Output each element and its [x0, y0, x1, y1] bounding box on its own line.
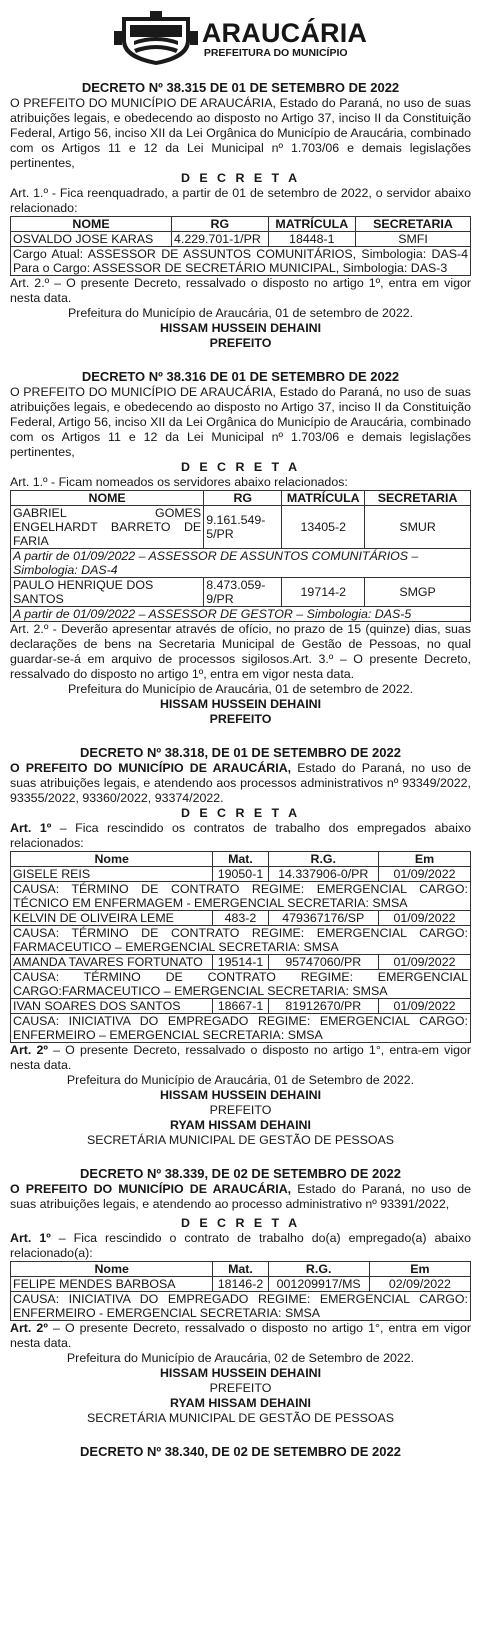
cell-nome: PAULO HENRIQUE DOS SANTOS — [11, 578, 204, 607]
intro-bold: O PREFEITO DO MUNICÍPIO DE ARAUCÁRIA, — [10, 761, 292, 775]
decreta-heading: D E C R E T A — [180, 1216, 301, 1230]
cell-matricula: 13405-2 — [282, 506, 365, 549]
cell-rg: 001209917/MS — [268, 1277, 369, 1292]
decree-intro — [10, 761, 471, 806]
article-text: – O presente Decreto, ressalvado o disposto no artigo 1°, entra-em vigor nesta data. — [10, 1043, 471, 1072]
staff-table — [10, 216, 471, 276]
signatory-name: HISSAM HUSSEIN DEHAINI — [159, 697, 322, 711]
cell-matricula: 18448-1 — [268, 232, 355, 247]
table-row — [11, 1277, 471, 1292]
second-signatory-role: SECRETÁRIA MUNICIPAL DE GESTÃO DE PESSOAS — [86, 1133, 395, 1147]
article-1: Art. 1.º - Ficam nomeados os servidores abaixo relacionados: — [10, 475, 348, 489]
cause-note: CAUSA: INICIATIVA DO EMPREGADO REGIME: EMERGENCIAL CARGO: ENFERMEIRO - EMERGENCIAL SECRETARIA: SMSA — [11, 1292, 471, 1321]
table-row-note — [11, 1292, 471, 1321]
signatory-role: PREFEITO — [209, 712, 272, 726]
col-rg: RG — [172, 217, 269, 232]
article-2 — [10, 1321, 471, 1351]
table-header — [11, 852, 471, 867]
decree-title: DECRETO Nº 38.315 DE 01 DE SETEMBRO DE 2022 — [81, 80, 400, 95]
decreta-heading: D E C R E T A — [180, 806, 301, 820]
cell-mat: 19050-1 — [213, 867, 268, 882]
article-1: Art. 1.º - Fica reenquadrado, a partir de 01 de setembro de 2022, o servidor abaixo relacionado: — [10, 186, 471, 215]
cell-mat: 19514-1 — [213, 955, 268, 970]
cell-rg: 4.229.701-1/PR — [172, 232, 269, 247]
table-row — [11, 232, 471, 247]
cell-em: 01/09/2022 — [378, 911, 470, 926]
cell-mat: 18146-2 — [213, 1277, 268, 1292]
cell-rg: 8.473.059-9/PR — [204, 578, 282, 607]
article-label: Art. 1º — [10, 821, 52, 835]
cause-note: CAUSA: TÉRMINO DE CONTRATO REGIME: EMERGENCIAL CARGO: TÉCNICO EM ENFERMAGEM - EMERGENCIAL SECRETARIA: SMSA — [11, 882, 471, 911]
appointment-note: A partir de 01/09/2022 – ASSESSOR DE GESTOR – Simbologia: DAS-5 — [11, 607, 471, 622]
col-nome: NOME — [11, 491, 204, 506]
table-row — [11, 911, 471, 926]
staff-table — [10, 490, 471, 622]
col-em: Em — [369, 1262, 470, 1277]
article-1 — [10, 1231, 471, 1261]
cell-secretaria: SMUR — [365, 506, 471, 549]
col-em: Em — [378, 852, 470, 867]
decree-title: DECRETO Nº 38.339, DE 02 DE SETEMBRO DE 2022 — [80, 1166, 401, 1181]
table-header — [11, 217, 471, 232]
table-header — [11, 491, 471, 506]
signatory-name: HISSAM HUSSEIN DEHAINI — [159, 1088, 322, 1102]
brand-subtitle: PREFEITURA DO MUNICÍPIO — [203, 46, 348, 59]
cause-note: CAUSA: TÉRMINO DE CONTRATO REGIME: EMERGENCIAL CARGO:FARMACEUTICO – EMERGENCIAL SECRETARIA: SMSA — [11, 970, 471, 999]
col-mat: Mat. — [213, 1262, 268, 1277]
col-nome: NOME — [11, 217, 172, 232]
cell-secretaria: SMFI — [355, 232, 470, 247]
cell-nome: GABRIEL GOMES ENGELHARDT BARRETO DE FARIA — [11, 506, 204, 549]
decree-38339 — [10, 1166, 471, 1426]
place-date: Prefeitura do Município de Araucária, 01 de Setembro de 2022. — [66, 1073, 415, 1087]
cell-rg: 9.161.549-5/PR — [204, 506, 282, 549]
intro-bold: O PREFEITO DO MUNICÍPIO DE ARAUCÁRIA, — [10, 1182, 292, 1196]
col-matricula: MATRÍCULA — [282, 491, 365, 506]
col-nome: Nome — [11, 1262, 213, 1277]
article-label: Art. 2º — [10, 1321, 48, 1335]
brand — [201, 17, 368, 59]
table-row-note — [11, 970, 471, 999]
table-row — [11, 867, 471, 882]
cell-nome: AMANDA TAVARES FORTUNATO — [11, 955, 213, 970]
article-text: – Fica rescindido os contratos de trabalho dos empregados abaixo relacionados: — [10, 821, 472, 850]
cause-note: CAUSA: INICIATIVA DO EMPREGADO REGIME: EMERGENCIAL CARGO: ENFERMEIRO – EMERGENCIAL SECRETARIA: SMSA — [11, 1014, 471, 1043]
table-header — [11, 1262, 471, 1277]
decree-38316 — [10, 369, 471, 727]
cargo-note: Cargo Atual: ASSESSOR DE ASSUNTOS COMUNITÁRIOS, Simbologia: DAS-4 Para o Cargo: ASSESSOR DE SECRETÁRIO MUNICIPAL, Simbologia: DAS-3 — [11, 247, 471, 276]
intro-text: Estado do Paraná, no uso de suas atribuições legais, e atendendo aos processos administrativos nº 93349/2022, 93355/2022, 93360/2022, 93374/2022. — [10, 761, 472, 805]
table-row-note — [11, 926, 471, 955]
place-date: Prefeitura do Município de Araucária, 02 de Setembro de 2022. — [66, 1351, 415, 1365]
article-1 — [10, 821, 471, 851]
cell-mat: 483-2 — [213, 911, 268, 926]
decree-title: DECRETO Nº 38.340, DE 02 DE SETEMBRO DE 2022 — [80, 1444, 401, 1459]
cell-nome: OSVALDO JOSE KARAS — [11, 232, 172, 247]
table-row-note — [11, 247, 471, 276]
table-row — [11, 506, 471, 549]
city-crest-logo — [114, 11, 198, 67]
table-row — [11, 955, 471, 970]
decree-intro: O PREFEITO DO MUNICÍPIO DE ARAUCÁRIA, Estado do Paraná, no uso de suas atribuições legais, e obedecendo ao disposto no Artigo 37, inciso II da Constituição Federal, Artigo 56, inciso XII da Lei Orgânica do Município de Araucária, combinado com os Artigos 11 e 12 da Lei Municipal nº 1.703/06 e demais legislações pertinentes, — [10, 96, 471, 170]
cell-em: 01/09/2022 — [378, 867, 470, 882]
cell-em: 01/09/2022 — [378, 955, 470, 970]
col-secretaria: SECRETARIA — [365, 491, 471, 506]
decree-title: DECRETO Nº 38.318, DE 01 DE SETEMBRO DE 2022 — [80, 745, 401, 760]
decree-title: DECRETO Nº 38.316 DE 01 DE SETEMBRO DE 2022 — [81, 369, 400, 384]
signatory-name: HISSAM HUSSEIN DEHAINI — [159, 321, 322, 335]
cell-mat: 18667-1 — [213, 999, 268, 1014]
signatory-role: PREFEITO — [209, 336, 272, 350]
decree-38340 — [10, 1444, 471, 1460]
cause-note: CAUSA: TÉRMINO DE CONTRATO REGIME: EMERGENCIAL CARGO: FARMACEUTICO – EMERGENCIAL SECRETARIA: SMSA — [11, 926, 471, 955]
cell-em: 02/09/2022 — [369, 1277, 470, 1292]
cell-rg: 14.337906-0/PR — [268, 867, 378, 882]
cell-nome: IVAN SOARES DOS SANTOS — [11, 999, 213, 1014]
article-2: Art. 2.º - Deverão apresentar através de ofício, no prazo de 15 (quinze) dias, suas declarações de bens na Secretaria Municipal de Gestão de Pessoas, no qual guardar-se-á em arquivo de processos sigilosos.Art. 3.º – O presente Decreto, ressalvado do disposto no artigo 1º, entra em vigor nesta data. — [10, 622, 471, 681]
table-row — [11, 578, 471, 607]
cell-nome: FELIPE MENDES BARBOSA — [11, 1277, 213, 1292]
appointment-note: A partir de 01/09/2022 – ASSESSOR DE ASSUNTOS COMUNITÁRIOS – Simbologia: DAS-4 — [11, 549, 471, 578]
col-secretaria: SECRETARIA — [355, 217, 470, 232]
article-label: Art. 2º — [10, 1043, 48, 1057]
table-row — [11, 999, 471, 1014]
col-rg: R.G. — [268, 1262, 369, 1277]
second-signatory-name: RYAM HISSAM DEHAINI — [170, 1118, 311, 1132]
decree-intro — [10, 1182, 471, 1212]
decreta-heading: D E C R E T A — [180, 171, 301, 185]
cell-rg: 95747060/PR — [268, 955, 378, 970]
cell-matricula: 19714-2 — [282, 578, 365, 607]
place-date: Prefeitura do Município de Araucária, 01 de setembro de 2022. — [67, 306, 414, 320]
signatory-name: HISSAM HUSSEIN DEHAINI — [159, 1366, 322, 1380]
article-2 — [10, 1043, 471, 1073]
cell-nome: GISELE REIS — [11, 867, 213, 882]
place-date: Prefeitura do Município de Araucária, 01 de setembro de 2022. — [67, 682, 414, 696]
cell-rg: 479367176/SP — [268, 911, 378, 926]
cell-rg: 81912670/PR — [268, 999, 378, 1014]
decree-38318 — [10, 745, 471, 1148]
cell-nome: KELVIN DE OLIVEIRA LEME — [11, 911, 213, 926]
article-2: Art. 2.º – O presente Decreto, ressalvado o disposto no artigo 1º, entra em vigor nesta data. — [10, 276, 471, 305]
table-row-note — [11, 549, 471, 578]
table-row-note — [11, 882, 471, 911]
table-row-note — [11, 607, 471, 622]
employee-table — [10, 851, 471, 1043]
article-label: Art. 1º — [10, 1231, 51, 1245]
intro-text: Estado do Paraná, no uso de suas atribuições legais, e atendendo ao processo administrativo nº 93391/2022, — [10, 1182, 472, 1211]
table-row-note — [11, 1014, 471, 1043]
second-signatory-role: SECRETÁRIA MUNICIPAL DE GESTÃO DE PESSOAS — [86, 1411, 395, 1425]
brand-name: ARAUCÁRIA — [201, 17, 368, 48]
decreta-heading: D E C R E T A — [180, 460, 301, 474]
signatory-role: PREFEITO — [209, 1103, 272, 1117]
cell-secretaria: SMGP — [365, 578, 471, 607]
col-rg: R.G. — [268, 852, 378, 867]
cell-em: 01/09/2022 — [378, 999, 470, 1014]
signatory-role: PREFEITO — [209, 1381, 272, 1395]
article-text: – O presente Decreto, ressalvado o disposto no artigo 1°, entra em vigor nesta data. — [10, 1321, 471, 1350]
header — [10, 0, 471, 70]
col-matricula: MATRÍCULA — [268, 217, 355, 232]
col-nome: Nome — [11, 852, 213, 867]
article-text: – Fica rescindido o contrato de trabalho do(a) empregado(a) abaixo relacionado(a): — [10, 1231, 471, 1260]
employee-table — [10, 1261, 471, 1321]
second-signatory-name: RYAM HISSAM DEHAINI — [170, 1396, 311, 1410]
col-mat: Mat. — [213, 852, 268, 867]
col-rg: RG — [204, 491, 282, 506]
decree-38315 — [10, 80, 471, 351]
decree-intro: O PREFEITO DO MUNICÍPIO DE ARAUCÁRIA, Estado do Paraná, no uso de suas atribuições legais, e obedecendo ao disposto no Artigo 37, inciso II da Constituição Federal, Artigo 56, inciso XII da Lei Orgânica do Município de Araucária, combinado com os Artigos 11 e 12 da Lei Municipal nº 1.703/06 e demais legislações pertinentes, — [10, 385, 471, 459]
